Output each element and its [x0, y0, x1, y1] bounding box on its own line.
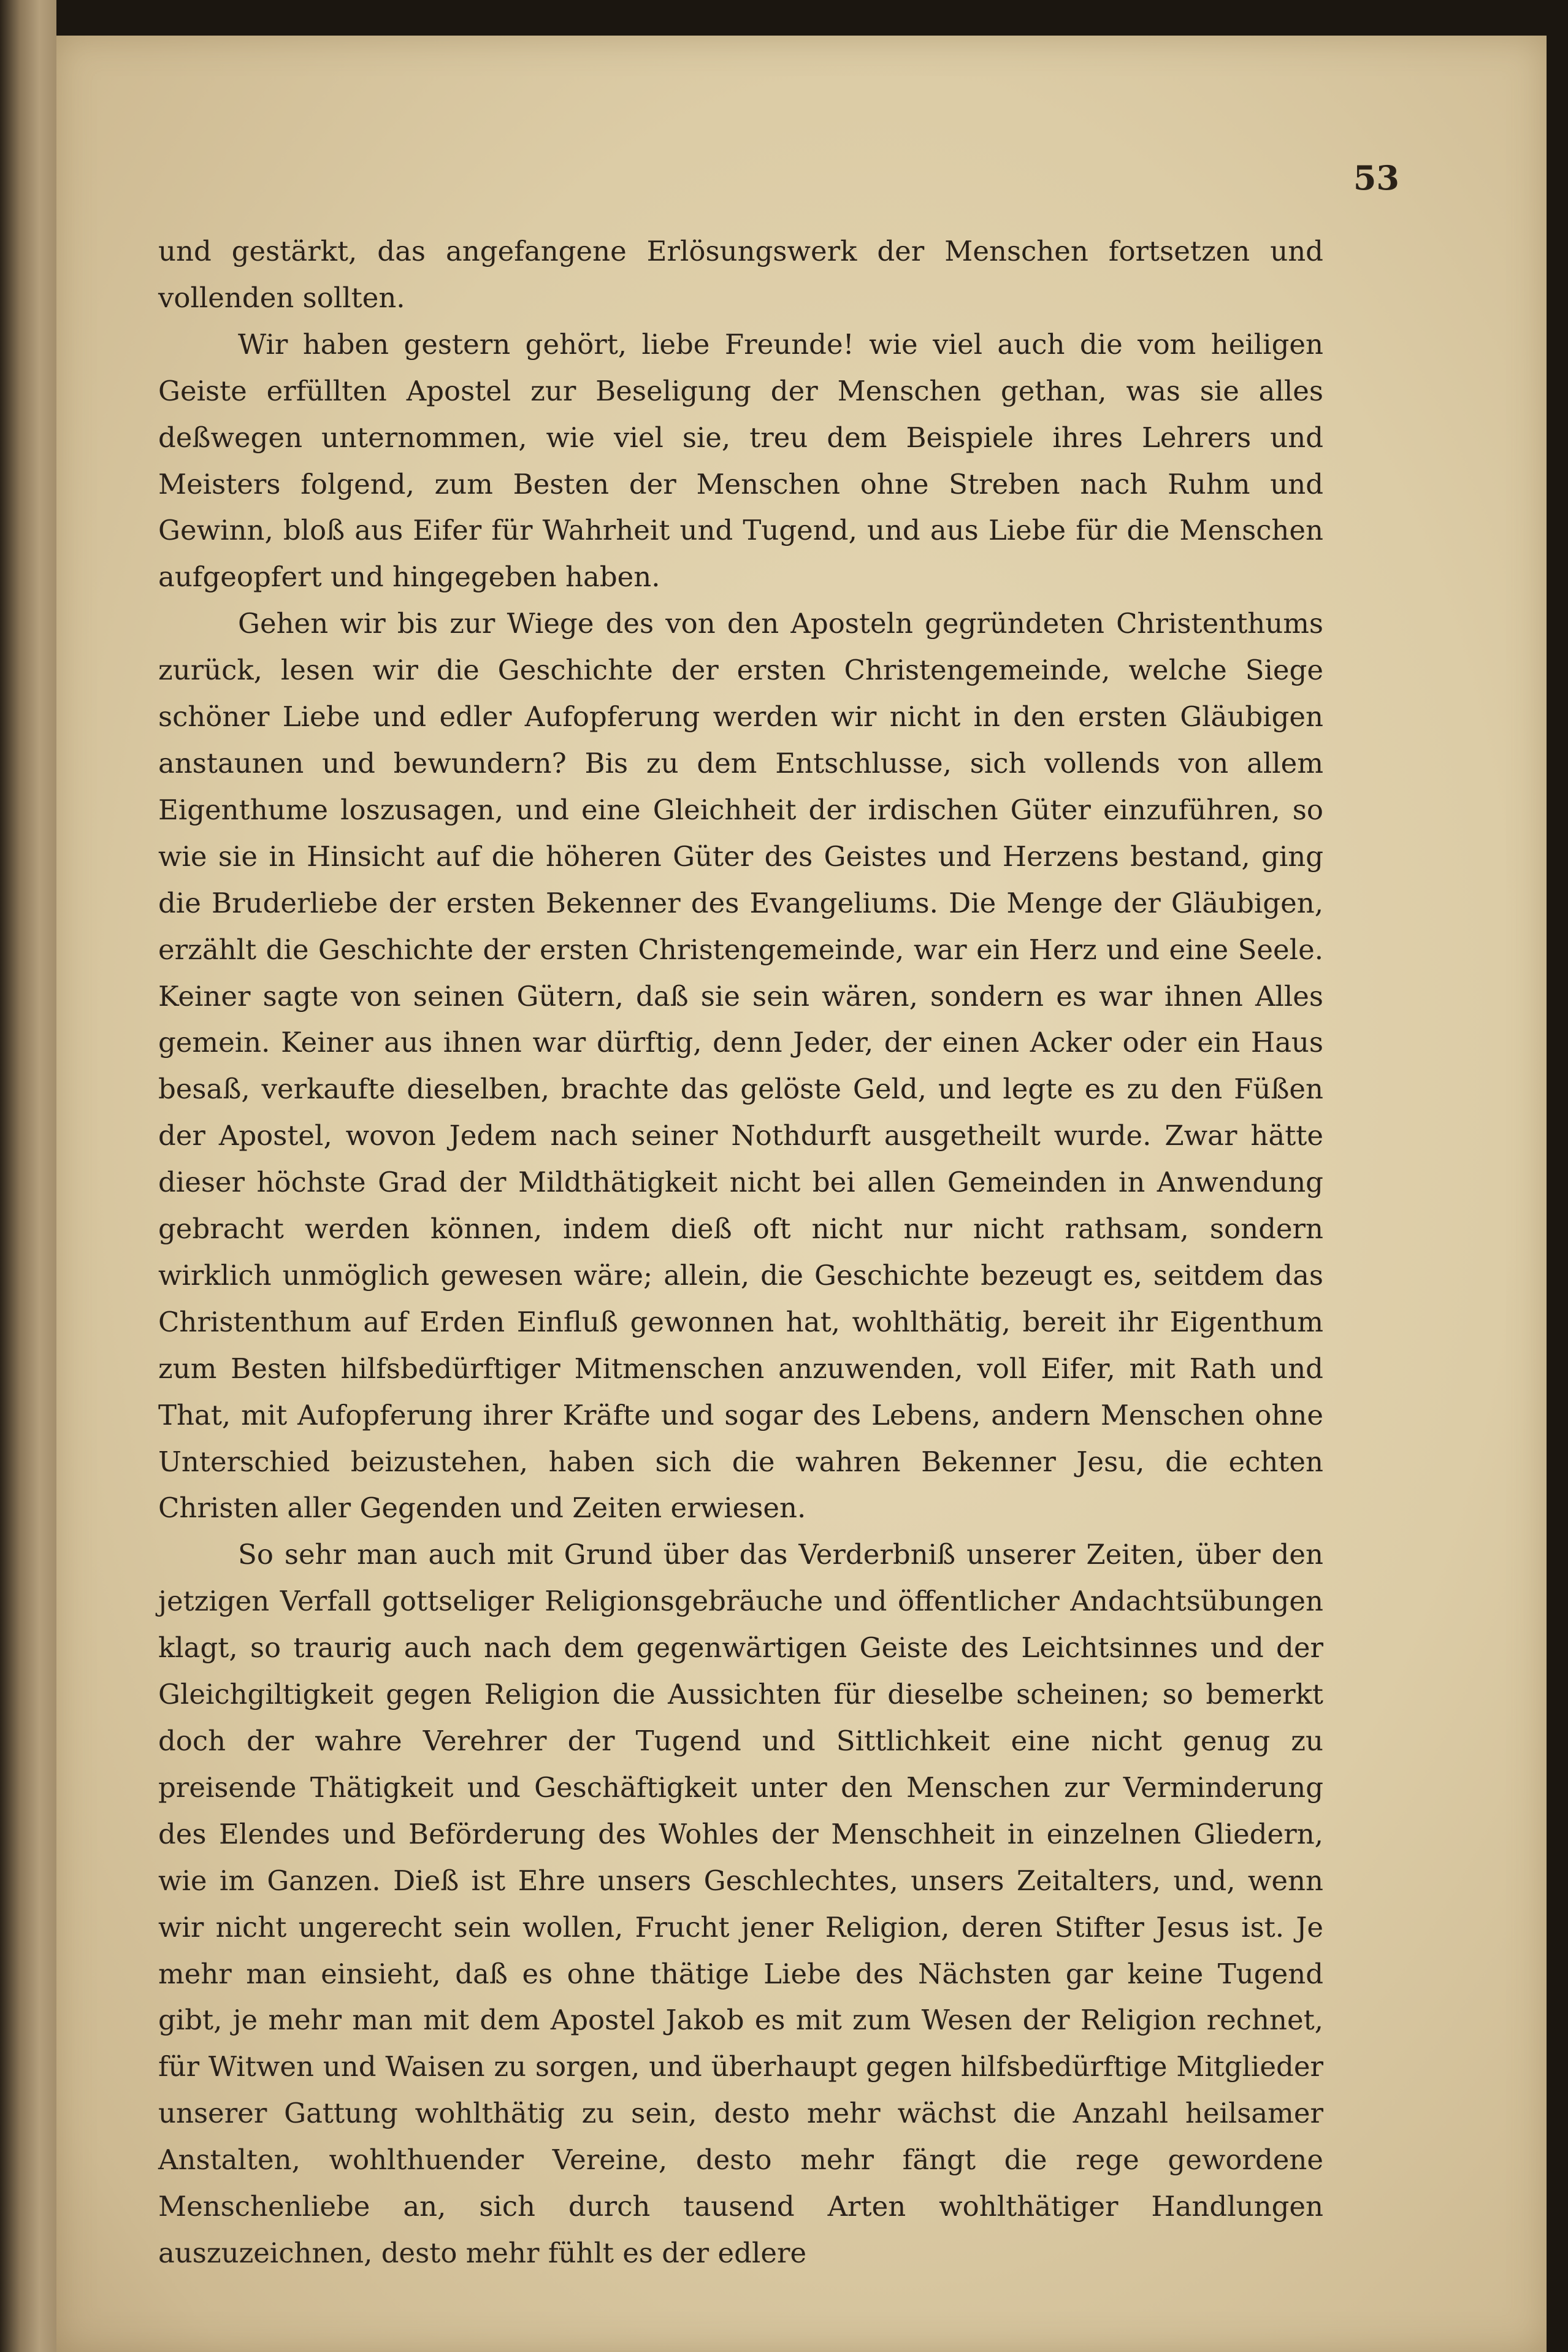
paragraph-first-community: Gehen wir bis zur Wiege des von den Aposteln gegründeten Christenthums zurück, lesen wir die Geschichte der ersten Christengemeinde, welche Siege schöner Liebe und edler Aufopferung werden wir nicht in den ersten Gläubigen anstaunen und bewundern? Bis zu dem Entschlusse, sich vollends von allem Eigenthume loszusagen, und eine Gleichheit der irdischen Güter einzuführen, so wie sie in Hinsicht auf die höheren Güter des Geistes und Herzens bestand, ging die Bruderliebe der ersten Bekenner des Evangeliums. Die Menge der Gläubigen, erzählt die Geschichte der ersten Christengemeinde, war ein Herz und eine Seele. Keiner sagte von seinen Gütern, daß sie sein wären, sondern es war ihnen Alles gemein. Keiner aus ihnen war dürftig, denn Jeder, der einen Acker oder ein Haus besaß, verkaufte dieselben, brachte das gelöste Geld, und legte es zu den Füßen der Apostel, wovon Jedem nach seiner Nothdurft ausgetheilt wurde. Zwar hätte dieser höchste Grad der Mildthätigkeit nicht bei allen Gemeinden in Anwendung gebracht werden können, indem dieß oft nicht nur nicht rathsam, sondern wirklich unmöglich gewesen wäre; allein, die Geschichte bezeugt es, seitdem das Christenthum auf Erden Einfluß gewonnen hat, wohlthätig, bereit ihr Eigenthum zum Besten hilfsbedürftiger Mitmenschen anzuwenden, voll Eifer, mit Rath und That, mit Aufopferung ihrer Kräfte und sogar des Lebens, andern Menschen ohne Unterschied beizustehen, haben sich die wahren Bekenner Jesu, die echten Christen aller Gegenden und Zeiten erwiesen. — [158, 607, 1323, 1525]
book-binding-edge — [0, 0, 56, 2352]
page-number: 53 — [1353, 158, 1399, 197]
paragraph-continued: und gestärkt, das angefangene Erlösungswerk der Menschen fortsetzen und vollenden sollten. — [158, 235, 1323, 314]
paragraph-apostles: Wir haben gestern gehört, liebe Freunde! wie viel auch die vom heiligen Geiste erfüllten Apostel zur Beseligung der Menschen gethan, was sie alles deßwegen unternommen, wie viel sie, treu dem Beispiele ihres Lehrers und Meisters folgend, zum Besten der Menschen ohne Streben nach Ruhm und Gewinn, bloß aus Eifer für Wahrheit und Tugend, und aus Liebe für die Menschen aufgeopfert und hingegeben haben. — [158, 328, 1323, 594]
body-text — [158, 228, 1323, 2277]
paragraph-present-times: So sehr man auch mit Grund über das Verderbniß unserer Zeiten, über den jetzigen Verfall gottseliger Religionsgebräuche und öffentlicher Andachtsübungen klagt, so traurig auch nach dem gegenwärtigen Geiste des Leichtsinnes und der Gleichgiltigkeit gegen Religion die Aussichten für dieselbe scheinen; so bemerkt doch der wahre Verehrer der Tugend und Sittlichkeit eine nicht genug zu preisende Thätigkeit und Geschäftigkeit unter den Menschen zur Verminderung des Elendes und Beförderung des Wohles der Menschheit in einzelnen Gliedern, wie im Ganzen. Dieß ist Ehre unsers Geschlechtes, unsers Zeitalters, und, wenn wir nicht ungerecht sein wollen, Frucht jener Religion, deren Stifter Jesus ist. Je mehr man einsieht, daß es ohne thätige Liebe des Nächsten gar keine Tugend gibt, je mehr man mit dem Apostel Jakob es mit zum Wesen der Religion rechnet, für Witwen und Waisen zu sorgen, und überhaupt gegen hilfsbedürftige Mitglieder unserer Gattung wohlthätig zu sein, desto mehr wächst die Anzahl heilsamer Anstalten, wohlthuender Vereine, desto mehr fängt die rege gewordene Menschenliebe an, sich durch tausend Arten wohlthätiger Handlungen auszuzeichnen, desto mehr fühlt es der edlere — [158, 1538, 1323, 2269]
